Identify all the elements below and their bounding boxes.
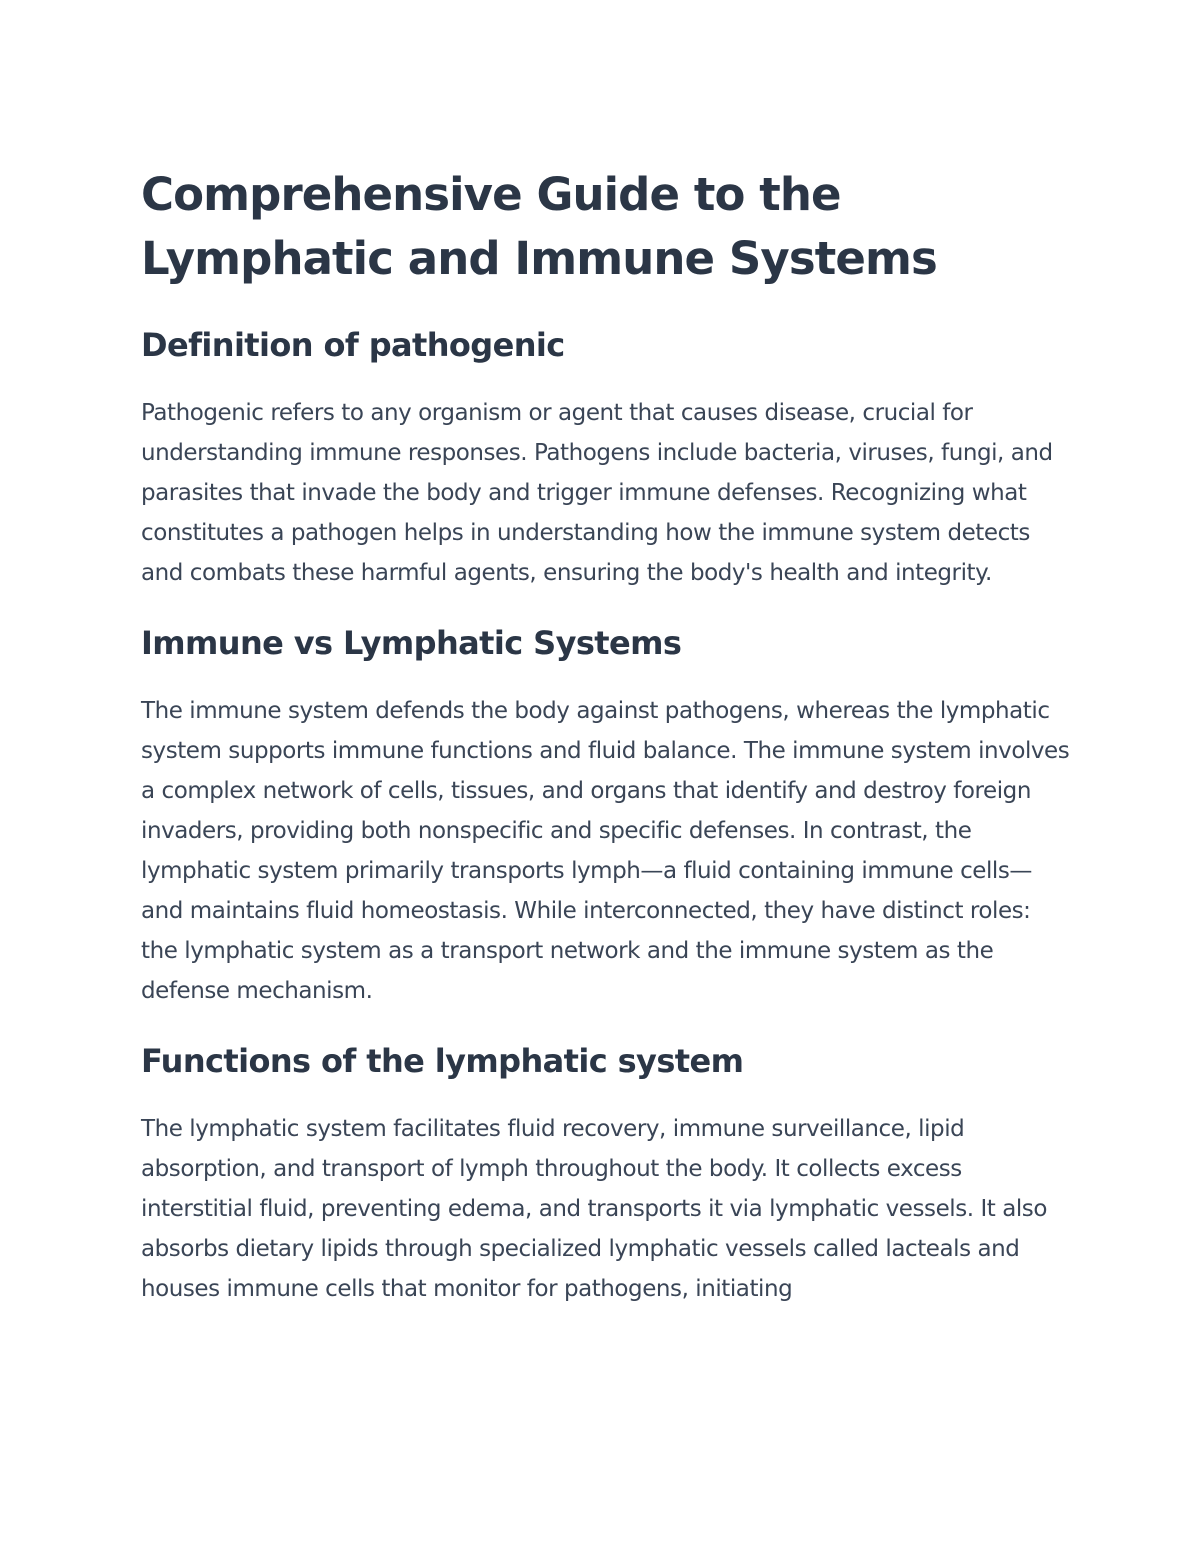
document-title: Comprehensive Guide to the Lymphatic and Immune Systems bbox=[141, 168, 937, 285]
document-page bbox=[141, 163, 1071, 1339]
section-paragraph: The lymphatic system facilitates fluid recovery, immune surveillance, lipid absorption, and transport of lymph throughout the body. It collects excess interstitial fluid, preventing edema, and transports it via lymphatic vessels. It also absorbs dietary lipids through specialized lymphatic vessels called lacteals and houses immune cells that monitor for pathogens, initiating bbox=[141, 1116, 1047, 1302]
section-functions-of-lymphatic-system bbox=[141, 1041, 1071, 1309]
section-heading: Functions of the lymphatic system bbox=[141, 1042, 744, 1080]
section-heading: Definition of pathogenic bbox=[141, 326, 565, 364]
section-paragraph: Pathogenic refers to any organism or agent that causes disease, crucial for understanding immune responses. Pathogens include bacteria, viruses, fungi, and parasites that invade the body and trigger immune defenses. Recognizing what constitutes a pathogen helps in understanding how the immune system detects and combats these harmful agents, ensuring the body's health and integrity. bbox=[141, 400, 1053, 586]
section-heading: Immune vs Lymphatic Systems bbox=[141, 624, 682, 662]
section-immune-vs-lymphatic bbox=[141, 623, 1071, 1011]
section-definition-of-pathogenic bbox=[141, 325, 1071, 593]
section-paragraph: The immune system defends the body against pathogens, whereas the lymphatic system supports immune functions and fluid balance. The immune system involves a complex network of cells, tissues, and organs that identify and destroy foreign invaders, providing both nonspecific and specific defenses. In contrast, the lymphatic system primarily transports lymph—a fluid containing immune cells—and maintains fluid homeostasis. While interconnected, they have distinct roles: the lymphatic system as a transport network and the immune system as the defense mechanism. bbox=[141, 698, 1070, 1004]
